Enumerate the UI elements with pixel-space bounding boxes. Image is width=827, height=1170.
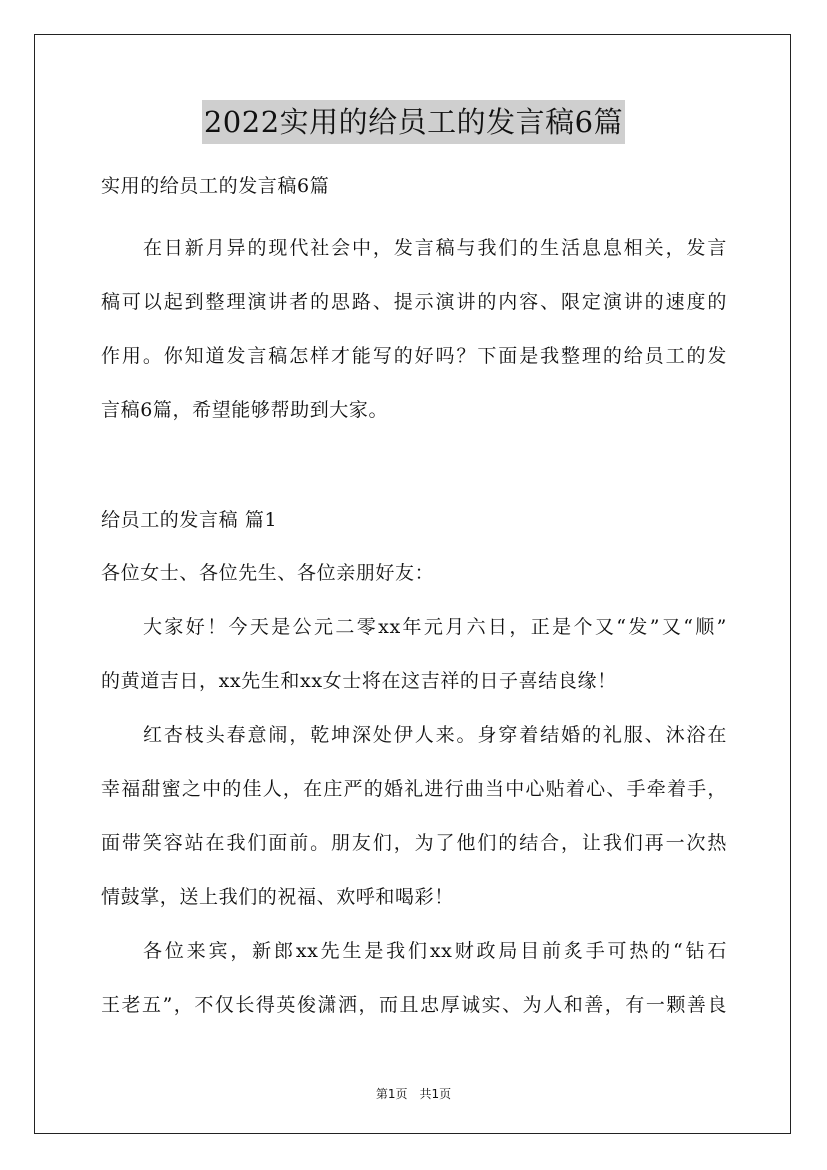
- subtitle: 实用的给员工的发言稿6篇: [101, 175, 330, 197]
- paragraph2-line: 情鼓掌，送上我们的祝福、欢呼和喝彩！: [101, 886, 454, 908]
- intro-line: 稿可以起到整理演讲者的思路、提示演讲的内容、限定演讲的速度的: [101, 291, 727, 313]
- title-container: [0, 100, 827, 144]
- intro-line: 言稿6篇，希望能够帮助到大家。: [101, 399, 389, 421]
- intro-line: 在日新月异的现代社会中，发言稿与我们的生活息息相关，发言: [143, 237, 727, 259]
- page-number-footer: 第1页 共1页: [375, 1087, 452, 1101]
- paragraph3-line: 王老五”，不仅长得英俊潇洒，而且忠厚诚实、为人和善，有一颗善良: [101, 994, 727, 1016]
- document-title: 2022实用的给员工的发言稿6篇: [202, 100, 625, 144]
- paragraph2-line: 幸福甜蜜之中的佳人，在庄严的婚礼进行曲当中心贴着心、手牵着手，: [101, 778, 727, 800]
- paragraph2-line: 面带笑容站在我们面前。朋友们，为了他们的结合，让我们再一次热: [101, 832, 727, 854]
- section-heading: 给员工的发言稿 篇1: [101, 509, 278, 531]
- paragraph1-line: 大家好！今天是公元二零xx年元月六日，正是个又“发”又“顺”: [143, 616, 727, 638]
- paragraph1-line: 的黄道吉日，xx先生和xx女士将在这吉祥的日子喜结良缘！: [101, 670, 617, 692]
- paragraph3-line: 各位来宾，新郎xx先生是我们xx财政局目前炙手可热的“钻石: [143, 940, 727, 962]
- paragraph2-line: 红杏枝头春意闹，乾坤深处伊人来。身穿着结婚的礼服、沐浴在: [143, 724, 727, 746]
- intro-line: 作用。你知道发言稿怎样才能写的好吗？下面是我整理的给员工的发: [101, 345, 727, 367]
- salutation: 各位女士、各位先生、各位亲朋好友：: [101, 562, 435, 584]
